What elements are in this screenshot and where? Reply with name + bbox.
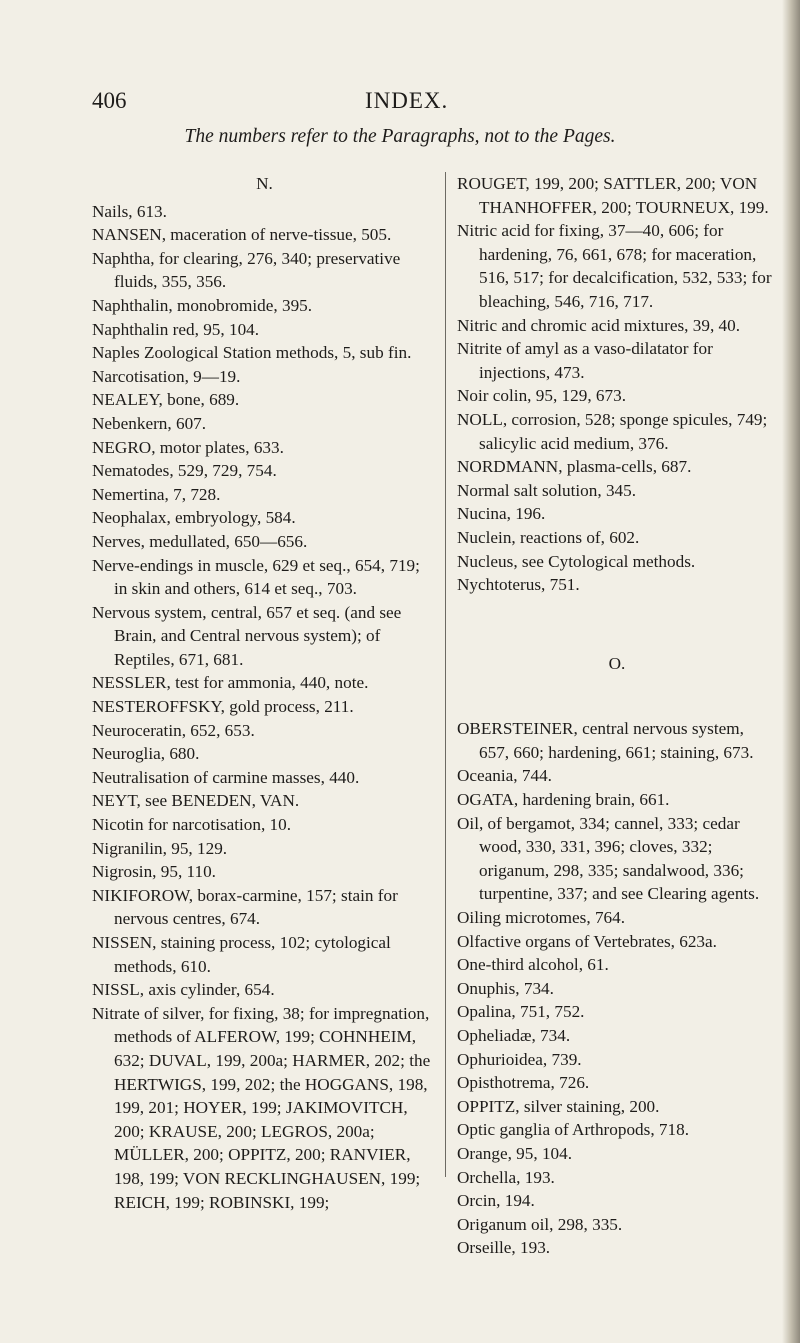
index-entry: Optic ganglia of Arthropods, 718. [457, 1120, 689, 1140]
index-entry: Nitric and chromic acid mixtures, 39, 40. [457, 315, 741, 335]
index-entry: Orange, 95, 104. [457, 1143, 573, 1163]
index-entry: Nitric acid for fixing, 37—40, 606; for hardening, 76, 661, 678; for maceration, 516, 517; for decalcification, 532, 533; for bleaching, 546, 716, 717. [457, 221, 772, 311]
index-entry: Nerves, medullated, 650—656. [92, 531, 308, 551]
left-entry-list [92, 200, 437, 1215]
index-entry: Origanum oil, 298, 335. [457, 1214, 623, 1234]
index-entry: Nitrite of amyl as a vaso-dilatator for injections, 473. [457, 339, 713, 382]
index-entry: NEGRO, motor plates, 633. [92, 437, 284, 457]
index-entry: Opheliadæ, 734. [457, 1026, 571, 1045]
index-entry: Neuroglia, 680. [92, 744, 200, 764]
left-column [92, 172, 437, 1214]
index-entry: NIKIFOROW, borax-carmine, 157; stain for nervous centres, 674. [92, 885, 398, 929]
index-entry: Neuroceratin, 652, 653. [92, 720, 255, 740]
right-column [457, 172, 777, 1260]
index-entry: NISSEN, staining process, 102; cytological methods, 610. [92, 933, 391, 976]
column-divider [445, 172, 446, 1177]
index-entry: Olfactive organs of Vertebrates, 623a. [457, 931, 717, 951]
index-entry: Onuphis, 734. [457, 978, 554, 998]
index-entry: Nigrosin, 95, 110. [92, 862, 216, 882]
index-entry: NORDMANN, plasma-cells, 687. [457, 457, 692, 477]
index-entry: Naphthalin, monobromide, 395. [92, 295, 313, 315]
index-entry: NOLL, corrosion, 528; sponge spicules, 749; salicylic acid medium, 376. [457, 409, 768, 453]
page-header [0, 88, 800, 118]
index-entry: Opisthotrema, 726. [457, 1073, 590, 1093]
index-entry: Nemertina, 7, 728. [92, 484, 221, 504]
index-entry: NISSL, axis cylinder, 654. [92, 980, 275, 1000]
index-entry: Naphthalin red, 95, 104. [92, 319, 260, 339]
index-entry: Ophurioidea, 739. [457, 1049, 582, 1069]
index-entry: Nitrate of silver, for fixing, 38; for impregnation, methods of ALFEROW, 199; COHNHEIM, 632; DUVAL, 199, 200a; HARMER, 202; the HERTWIGS, 199, 202; the HOGGANS, 198, 199, 201; HOYER, 199; JAKIMOVITCH, 200; KRAUSE, 200; LEGROS, 200a; MÜLLER, 200; OPPITZ, 200; RANVIER, 198, 199; VON RECKLINGHAUSEN, 199; REICH, 199; ROBINSKI, 199; [92, 1003, 431, 1212]
index-entry: Normal salt solution, 345. [457, 480, 637, 500]
index-entry: Noir colin, 95, 129, 673. [457, 386, 626, 406]
index-entry: Nails, 613. [92, 201, 167, 221]
index-subtitle: The numbers refer to the Paragraphs, not to the Pages. [184, 126, 616, 147]
index-entry: Oiling microtomes, 764. [457, 908, 626, 928]
index-entry: Nerve-endings in muscle, 629 et seq., 654, 719; in skin and others, 614 et seq., 703. [92, 555, 420, 599]
index-entry: NEYT, see BENEDEN, VAN. [92, 791, 300, 811]
index-entry: Nuclein, reactions of, 602. [457, 527, 640, 547]
index-entry: Naphtha, for clearing, 276, 340; preservative fluids, 355, 356. [92, 248, 401, 292]
index-entry: Orcin, 194. [457, 1191, 535, 1211]
index-entry: Opalina, 751, 752. [457, 1002, 585, 1022]
index-entry: Orchella, 193. [457, 1167, 555, 1187]
index-entry: One-third alcohol, 61. [457, 955, 609, 975]
index-entry: Nematodes, 529, 729, 754. [92, 461, 277, 481]
index-entry: NESSLER, test for ammonia, 440, note. [92, 673, 369, 693]
index-entry: Oceania, 744. [457, 766, 552, 786]
index-entry: Nebenkern, 607. [92, 413, 207, 433]
index-entry: Nucina, 196. [457, 504, 546, 524]
index-entry: OPPITZ, silver staining, 200. [457, 1096, 660, 1116]
right-entry-list-n [457, 172, 777, 597]
index-entry: Neophalax, embryology, 584. [92, 508, 296, 528]
running-head: INDEX. [365, 88, 449, 113]
index-entry: ROUGET, 199, 200; SATTLER, 200; VON THANHOFFER, 200; TOURNEUX, 199. [457, 174, 769, 217]
index-entry: Naples Zoological Station methods, 5, sub fin. [92, 343, 412, 363]
index-entry: OGATA, hardening brain, 661. [457, 790, 670, 810]
section-letter-n: N. [256, 174, 273, 193]
index-entry: NESTEROFFSKY, gold process, 211. [92, 697, 354, 717]
index-entry: Oil, of bergamot, 334; cannel, 333; cedar wood, 330, 331, 396; cloves, 332; origanum, 298, 335; sandalwood, 336; turpentine, 337; and see Clearing agents. [457, 813, 760, 904]
index-entry: OBERSTEINER, central nervous system, 657, 660; hardening, 661; staining, 673. [457, 719, 754, 762]
index-entry: Nervous system, central, 657 et seq. (and see Brain, and Central nervous system); of Reptiles, 671, 681. [92, 602, 402, 669]
index-entry: NANSEN, maceration of nerve-tissue, 505. [92, 225, 392, 245]
index-entry: NEALEY, bone, 689. [92, 390, 240, 410]
right-entry-list-o [457, 717, 777, 1260]
index-entry: Nucleus, see Cytological methods. [457, 551, 696, 571]
index-entry: Nigranilin, 95, 129. [92, 838, 228, 858]
page-number: 406 [92, 88, 127, 113]
index-entry: Nychtoterus, 751. [457, 575, 580, 595]
section-letter-o: O. [608, 653, 626, 673]
book-page-edge [782, 0, 800, 1343]
index-entry: Orseille, 193. [457, 1238, 551, 1258]
index-entry: Narcotisation, 9—19. [92, 366, 241, 386]
index-entry: Nicotin for narcotisation, 10. [92, 815, 292, 835]
index-entry: Neutralisation of carmine masses, 440. [92, 767, 360, 787]
